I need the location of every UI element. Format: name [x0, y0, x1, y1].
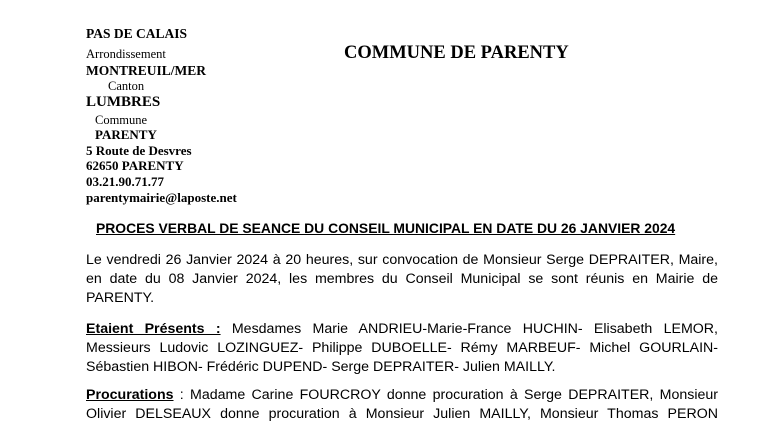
proxy-text: : Madame Carine FOURCROY donne procuration à Serge DEPRAITER, Monsieur: [173, 387, 718, 403]
intro-paragraph: [86, 251, 718, 308]
proxy-label: Procurations: [86, 387, 174, 403]
department-name: PAS DE CALAIS: [86, 26, 188, 41]
address-postal: 62650 PARENTY: [86, 158, 184, 173]
email-address[interactable]: parentymairie@laposte.net: [86, 190, 237, 205]
arrondissement-label: Arrondissement: [86, 47, 166, 61]
address-street: 5 Route de Desvres: [86, 143, 192, 158]
phone-number: 03.21.90.71.77: [86, 174, 164, 189]
present-line: Sébastien HIBON- Frédéric DUPEND- Serge DEPRAITER- Julien MAILLY.: [86, 359, 556, 375]
proxy-line: Olivier DELSEAUX donne procuration à Monsieur Julien MAILLY, Monsieur Thomas PERON: [86, 406, 718, 422]
proxy-line: [86, 386, 718, 405]
arrondissement-name: MONTREUIL/MER: [86, 63, 207, 78]
canton-label: Canton: [108, 79, 145, 93]
present-label: Etaient Présents :: [86, 321, 221, 337]
present-line: Messieurs Ludovic LOZINGUEZ- Philippe DUBOELLE- Rémy MARBEUF- Michel GOURLAIN-: [86, 340, 718, 356]
intro-line: Le vendredi 26 Janvier 2024 à 20 heures, sur convocation de Monsieur Serge DEPRAITER, Maire,: [86, 252, 718, 268]
canton-name: LUMBRES: [86, 94, 161, 110]
present-text: Mesdames Marie ANDRIEU-Marie-France HUCHIN- Elisabeth LEMOR,: [220, 321, 718, 337]
present-paragraph: [86, 320, 718, 377]
document-title: PROCES VERBAL DE SEANCE DU CONSEIL MUNICIPAL EN DATE DU 26 JANVIER 2024: [96, 220, 676, 236]
page-title: COMMUNE DE PARENTY: [344, 43, 569, 63]
commune-label: Commune: [95, 113, 148, 127]
intro-line: PARENTY.: [86, 290, 155, 306]
present-line: [86, 320, 718, 339]
intro-line: en date du 08 Janvier 2024, les membres du Conseil Municipal se sont réunis en Mairie de: [86, 271, 718, 287]
commune-name: PARENTY: [95, 127, 157, 142]
proxy-paragraph: [86, 386, 718, 424]
